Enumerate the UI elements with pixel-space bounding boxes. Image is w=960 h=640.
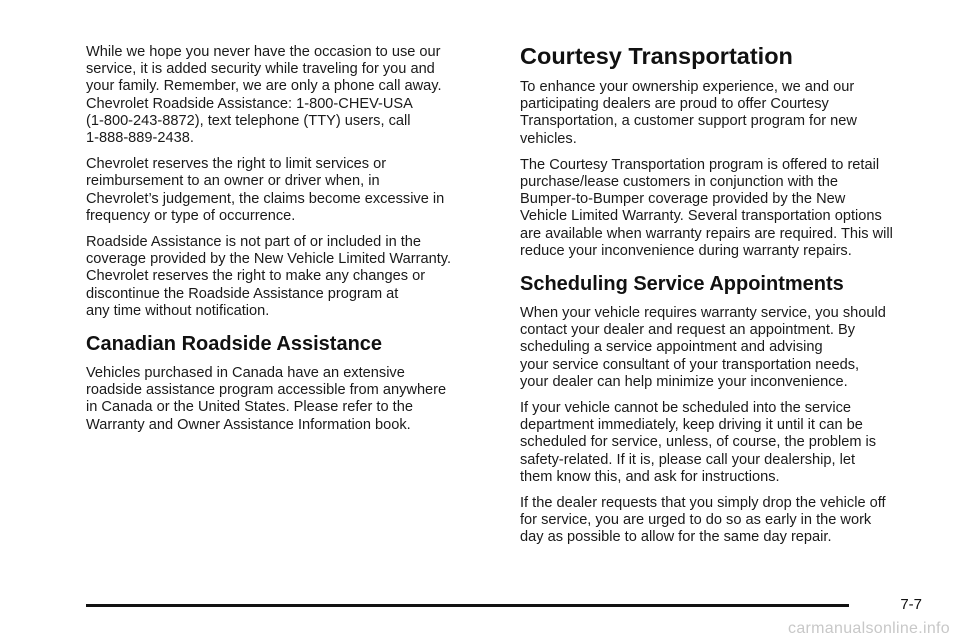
heading-canadian-roadside: Canadian Roadside Assistance — [86, 333, 383, 356]
paragraph-not-warranty: Roadside Assistance is not part of or included in the coverage provided by the New Vehicle Limited Warranty. Chevrolet reserves the right to make any changes or discontinue the Roadside Assistance program at any time without notification. — [86, 234, 452, 319]
paragraph-roadside-contact: While we hope you never have the occasion to use our service, it is added security while traveling for you and your family. Remember, we are only a phone call away. Chevrolet Roadside Assistance: 1-800-CHEV-USA (1-800-243-8872), text telephone (TTY) users, call 1-888-889-2438. — [86, 44, 442, 147]
paragraph-program-offer: The Courtesy Transportation program is offered to retail purchase/lease customers in conjunction with the Bumper-to-Bumper coverage provided by the New Vehicle Limited Warranty. Several transportation options are available when warranty repairs are required. This will reduce your inconvenience during warranty repairs. — [520, 156, 893, 259]
right-column — [520, 44, 932, 556]
page-number: 7-7 — [900, 596, 922, 613]
heading-courtesy-transportation: Courtesy Transportation — [520, 43, 793, 69]
paragraph-canada-program: Vehicles purchased in Canada have an extensive roadside assistance program accessible from anywhere in Canada or the United States. Please refer to the Warranty and Owner Assistance Information book. — [86, 365, 447, 433]
footer-rule — [86, 604, 849, 607]
paragraph-drop-off: If the dealer requests that you simply drop the vehicle off for service, you are urged to do so as early in the work day as possible to allow for the same day repair. — [520, 495, 886, 546]
watermark: carmanualsonline.info — [788, 620, 950, 637]
left-column — [86, 44, 492, 443]
paragraph-request-appointment: When your vehicle requires warranty service, you should contact your dealer and request an appointment. By scheduling a service appointment and advising your service consultant of your transportation needs, your dealer can help minimize your inconvenience. — [520, 305, 886, 390]
paragraph-keep-driving: If your vehicle cannot be scheduled into the service department immediately, keep driving it until it can be scheduled for service, unless, of course, the problem is safety-related. If it is, please call your dealership, let them know this, and ask for instructions. — [520, 400, 877, 485]
paragraph-ownership-experience: To enhance your ownership experience, we and our participating dealers are proud to offer Courtesy Transportation, a customer support program for new vehicles. — [520, 79, 857, 147]
heading-scheduling-service: Scheduling Service Appointments — [520, 273, 844, 296]
paragraph-limit-services: Chevrolet reserves the right to limit services or reimbursement to an owner or driver when, in Chevrolet’s judgement, the claims become excessive in frequency or type of occurrence. — [86, 156, 445, 224]
